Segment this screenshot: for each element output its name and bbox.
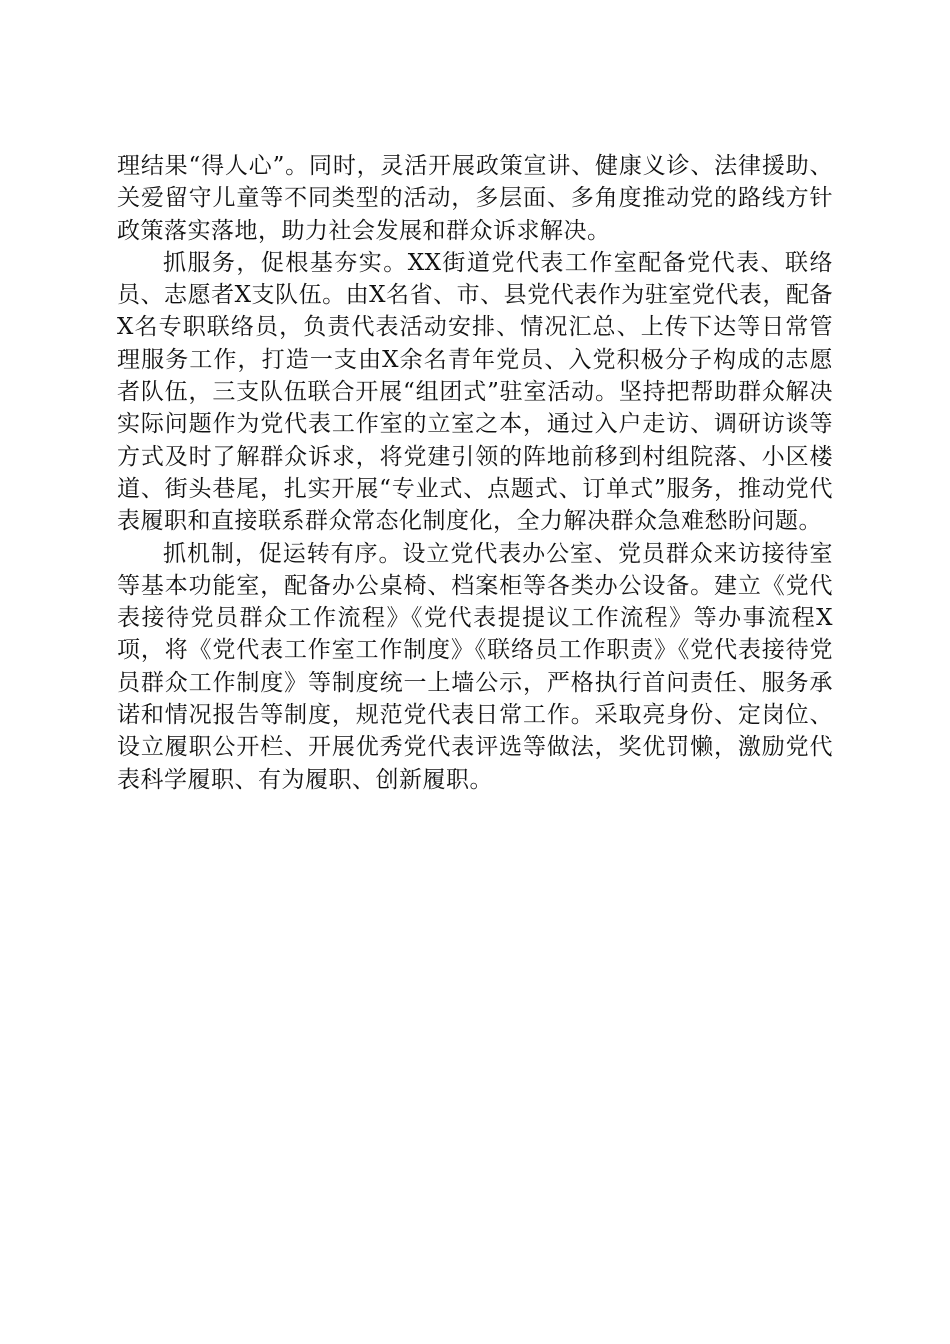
paragraph-1: 理结果“得人心”。同时，灵活开展政策宣讲、健康义诊、法律援助、关爱留守儿童等不同类型的活动，多层面、多角度推动党的路线方针政策落实落地，助力社会发展和群众诉求解决。 bbox=[117, 153, 833, 244]
paragraph-3: 抓机制，促运转有序。设立党代表办公室、党员群众来访接待室等基本功能室，配备办公桌椅、档案柜等各类办公设备。建立《党代表接待党员群众工作流程》《党代表提提议工作流程》等办事流程X项，将《党代表工作室工作制度》《联络员工作职责》《党代表接待党员群众工作制度》等制度统一上墙公示，严格执行首问责任、服务承诺和情况报告等制度，规范党代表日常工作。采取亮身份、定岗位、设立履职公开栏、开展优秀党代表评选等做法，奖优罚懒，激励党代表科学履职、有为履职、创新履职。 bbox=[117, 540, 833, 793]
paragraph-2: 抓服务，促根基夯实。XX街道党代表工作室配备党代表、联络员、志愿者X支队伍。由X名省、市、县党代表作为驻室党代表，配备X名专职联络员，负责代表活动安排、情况汇总、上传下达等日常管理服务工作，打造一支由X余名青年党员、入党积极分子构成的志愿者队伍，三支队伍联合开展“组团式”驻室活动。坚持把帮助群众解决实际问题作为党代表工作室的立室之本，通过入户走访、调研访谈等方式及时了解群众诉求，将党建引领的阵地前移到村组院落、小区楼道、街头巷尾，扎实开展“专业式、点题式、订单式”服务，推动党代表履职和直接联系群众常态化制度化，全力解决群众急难愁盼问题。 bbox=[117, 249, 833, 535]
document-page bbox=[117, 150, 833, 796]
